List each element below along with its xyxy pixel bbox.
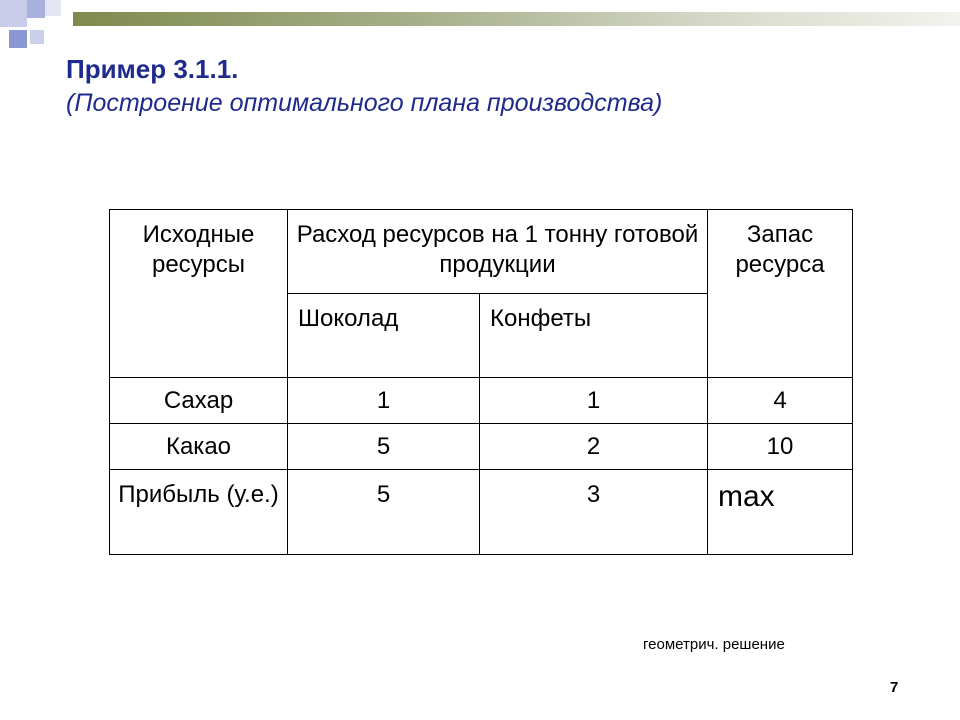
table-header-row	[110, 210, 853, 294]
table-row	[110, 424, 853, 470]
slide-subtitle: (Построение оптимального плана производства)	[66, 89, 663, 117]
row-value-chocolate: 5	[288, 470, 480, 555]
row-stock: 4	[708, 378, 853, 424]
row-stock: 10	[708, 424, 853, 470]
row-name: Прибыль (у.е.)	[110, 470, 288, 555]
decor-square	[0, 0, 27, 27]
row-stock: max	[708, 470, 853, 555]
header-product-chocolate: Шоколад	[288, 294, 480, 378]
slide-title: Пример 3.1.1.	[66, 54, 239, 84]
header-product-candy: Конфеты	[480, 294, 708, 378]
header-gradient-band	[73, 12, 960, 26]
table-row	[110, 470, 853, 555]
row-value-candy: 2	[480, 424, 708, 470]
table-row	[110, 378, 853, 424]
header-resources: Исходные ресурсы	[110, 210, 288, 378]
header-stock: Запас ресурса	[708, 210, 853, 378]
resource-table	[109, 209, 853, 555]
decor-square	[30, 30, 44, 44]
row-value-candy: 3	[480, 470, 708, 555]
page-number: 7	[890, 679, 899, 696]
footnote-link[interactable]: геометрич. решение	[643, 636, 785, 653]
row-name: Сахар	[110, 378, 288, 424]
row-value-candy: 1	[480, 378, 708, 424]
decor-square	[45, 0, 61, 16]
row-name: Какао	[110, 424, 288, 470]
header-consumption: Расход ресурсов на 1 тонну готовой продукции	[288, 210, 708, 294]
decor-square	[9, 30, 27, 48]
row-value-chocolate: 1	[288, 378, 480, 424]
decor-square	[27, 0, 45, 18]
row-value-chocolate: 5	[288, 424, 480, 470]
